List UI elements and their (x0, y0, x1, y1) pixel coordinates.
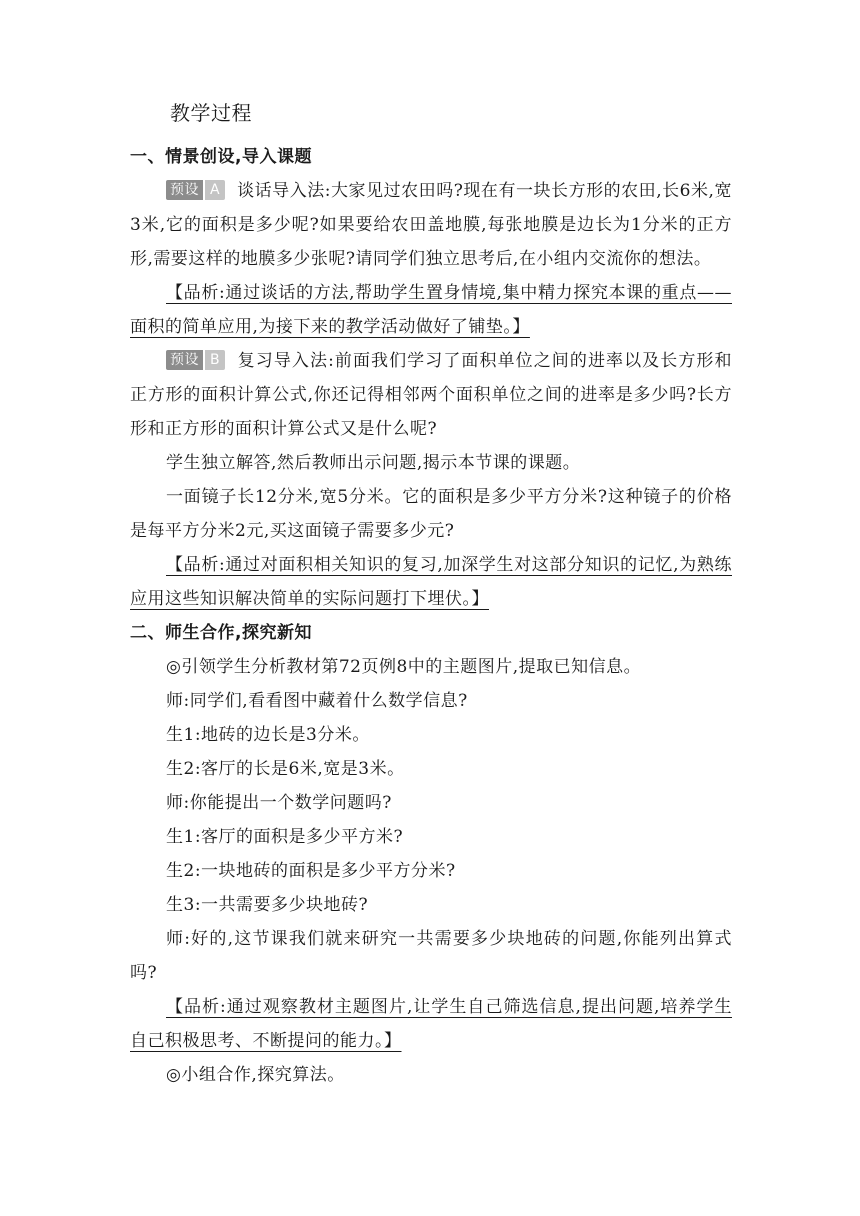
preset-a-badge (166, 180, 225, 200)
analysis-b (130, 548, 732, 616)
students-paragraph: 学生独立解答,然后教师出示问题,揭示本节课的课题。 (166, 453, 581, 473)
preset-b-badge (166, 350, 225, 370)
dialog-line: 生3:一共需要多少块地砖? (166, 895, 369, 915)
preset-badge-letter: B (205, 350, 225, 370)
preset-badge-word: 预设 (166, 350, 203, 370)
preset-badge-letter: A (205, 180, 225, 200)
group-work-line: ◎小组合作,探究算法。 (166, 1065, 345, 1085)
section-heading-2: 二、师生合作,探究新知 (130, 623, 312, 643)
dialog-line: ◎引领学生分析教材第72页例8中的主题图片,提取已知信息。 (166, 657, 642, 677)
dialog-line: 生2:客厅的长是6米,宽是3米。 (166, 759, 405, 779)
preset-badge-word: 预设 (166, 180, 203, 200)
section-heading-1: 一、情景创设,导入课题 (130, 147, 312, 167)
dialog-line: 师:好的,这节课我们就来研究一共需要多少块地砖的问题,你能列出算式吗? (130, 929, 732, 983)
dialog-line: 生1:客厅的面积是多少平方米? (166, 827, 404, 847)
page-title: 教学过程 (170, 101, 252, 125)
preset-b-text: 复习导入法:前面我们学习了面积单位之间的进率以及长方形和正方形的面积计算公式,你还记得相邻两个面积单位之间的进率是多少吗?长方形和正方形的面积计算公式又是什么呢? (130, 351, 732, 439)
preset-a-text: 谈话导入法:大家见过农田吗?现在有一块长方形的农田,长6米,宽3米,它的面积是多少呢?如果要给农田盖地膜,每张地膜是边长为1分米的正方形,需要这样的地膜多少张呢?请同学们独立思考后,在小组内交流你的想法。 (130, 181, 732, 269)
preset-a-paragraph (130, 174, 732, 276)
dialog-line: 生1:地砖的边长是3分米。 (166, 725, 370, 745)
analysis-c-text: 【品析:通过观察教材主题图片,让学生自己筛选信息,提出问题,培养学生自己积极思考、不断提问的能力。】 (130, 997, 732, 1051)
analysis-a-text: 【品析:通过谈话的方法,帮助学生置身情境,集中精力探究本课的重点——面积的简单应用,为接下来的教学活动做好了铺垫。】 (130, 283, 732, 337)
dialog-line: 师:你能提出一个数学问题吗? (166, 793, 392, 813)
dialog-line: 生2:一块地砖的面积是多少平方分米? (166, 861, 456, 881)
analysis-c (130, 990, 732, 1058)
dialog-line: 师:同学们,看看图中藏着什么数学信息? (166, 691, 468, 711)
analysis-b-text: 【品析:通过对面积相关知识的复习,加深学生对这部分知识的记忆,为熟练应用这些知识解决简单的实际问题打下埋伏。】 (130, 555, 732, 609)
document-page (130, 98, 732, 1092)
analysis-a (130, 276, 732, 344)
preset-b-paragraph (130, 344, 732, 446)
mirror-problem-paragraph: 一面镜子长12分米,宽5分米。它的面积是多少平方分米?这种镜子的价格是每平方分米2元,买这面镜子需要多少元? (130, 487, 732, 541)
